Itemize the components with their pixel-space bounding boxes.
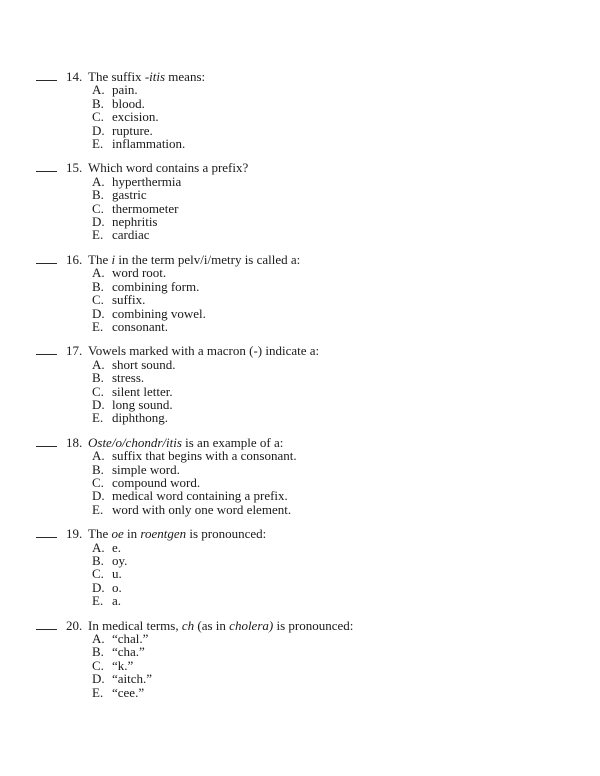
option-list xyxy=(92,83,560,150)
question-text: The i in the term pelv/i/metry is called a: xyxy=(88,251,301,267)
question-number: 17. xyxy=(66,343,83,359)
option-item xyxy=(92,541,560,554)
option-letter: E. xyxy=(92,227,104,243)
option-text: silent letter. xyxy=(112,383,173,399)
question-text: Which word contains a prefix? xyxy=(88,160,249,176)
answer-blank xyxy=(36,70,57,81)
question-list xyxy=(36,70,560,699)
option-letter: C. xyxy=(92,383,104,399)
answer-blank xyxy=(36,253,57,264)
option-text: combining vowel. xyxy=(112,305,206,321)
option-text: hyperthermia xyxy=(112,173,182,189)
question-text: In medical terms, ch (as in cholera) is pronounced: xyxy=(88,617,354,633)
question-header xyxy=(36,619,560,632)
option-item xyxy=(92,672,560,685)
question-text: The suffix -itis means: xyxy=(88,69,206,84)
option-letter: E. xyxy=(92,410,104,426)
option-text: word with only one word element. xyxy=(112,501,292,517)
option-letter: E. xyxy=(92,501,104,517)
option-item xyxy=(92,110,560,123)
question-item xyxy=(36,70,560,150)
question-header xyxy=(36,436,560,449)
option-letter: D. xyxy=(92,671,105,687)
option-list xyxy=(92,358,560,425)
option-letter: B. xyxy=(92,278,104,294)
question-item xyxy=(36,436,560,516)
answer-blank xyxy=(36,161,57,172)
option-letter: D. xyxy=(92,122,105,138)
option-list xyxy=(92,175,560,242)
option-text: nephritis xyxy=(112,214,158,230)
option-text: compound word. xyxy=(112,474,201,490)
option-item xyxy=(92,594,560,607)
option-text: inflammation. xyxy=(112,136,186,152)
option-text: stress. xyxy=(112,370,145,386)
option-text: pain. xyxy=(112,82,138,98)
option-text: suffix that begins with a consonant. xyxy=(112,448,297,464)
option-letter: B. xyxy=(92,187,104,203)
option-letter: A. xyxy=(92,173,105,189)
option-item xyxy=(92,320,560,333)
option-text: medical word containing a prefix. xyxy=(112,488,288,504)
option-letter: C. xyxy=(92,200,104,216)
question-item xyxy=(36,161,560,241)
option-letter: C. xyxy=(92,657,104,673)
option-item xyxy=(92,489,560,502)
option-letter: C. xyxy=(92,109,104,125)
question-header xyxy=(36,253,560,266)
option-item xyxy=(92,632,560,645)
option-letter: B. xyxy=(92,644,104,660)
option-text: o. xyxy=(112,579,122,595)
option-item xyxy=(92,476,560,489)
option-item xyxy=(92,97,560,110)
option-letter: B. xyxy=(92,370,104,386)
option-text: “k.” xyxy=(112,657,134,673)
option-letter: A. xyxy=(92,82,105,98)
option-item xyxy=(92,463,560,476)
answer-blank xyxy=(36,527,57,538)
option-item xyxy=(92,411,560,424)
question-item xyxy=(36,253,560,333)
option-item xyxy=(92,581,560,594)
option-item xyxy=(92,686,560,699)
option-item xyxy=(92,358,560,371)
option-item xyxy=(92,215,560,228)
option-letter: B. xyxy=(92,95,104,111)
option-text: e. xyxy=(112,539,122,555)
option-letter: A. xyxy=(92,631,105,647)
question-number: 14. xyxy=(66,69,83,84)
option-list xyxy=(92,632,560,699)
option-text: excision. xyxy=(112,109,159,125)
option-list xyxy=(92,449,560,516)
option-item xyxy=(92,137,560,150)
question-number: 15. xyxy=(66,160,83,176)
option-text: cardiac xyxy=(112,227,150,243)
option-letter: D. xyxy=(92,579,105,595)
answer-blank xyxy=(36,344,57,355)
option-text: “cee.” xyxy=(112,684,145,700)
question-header xyxy=(36,344,560,357)
option-letter: A. xyxy=(92,448,105,464)
option-letter: D. xyxy=(92,214,105,230)
question-number: 19. xyxy=(66,526,83,542)
option-item xyxy=(92,385,560,398)
option-item xyxy=(92,659,560,672)
option-text: blood. xyxy=(112,95,145,111)
question-text: Oste/o/chondr/itis is an example of a: xyxy=(88,434,284,450)
option-item xyxy=(92,202,560,215)
option-text: “aitch.” xyxy=(112,671,153,687)
option-letter: C. xyxy=(92,474,104,490)
option-item xyxy=(92,307,560,320)
option-text: suffix. xyxy=(112,292,146,308)
option-letter: E. xyxy=(92,136,104,152)
option-text: a. xyxy=(112,593,122,609)
option-letter: A. xyxy=(92,265,105,281)
option-item xyxy=(92,645,560,658)
option-letter: C. xyxy=(92,566,104,582)
question-header xyxy=(36,527,560,540)
option-item xyxy=(92,503,560,516)
option-item xyxy=(92,371,560,384)
option-list xyxy=(92,541,560,608)
option-text: “chal.” xyxy=(112,631,149,647)
option-text: thermometer xyxy=(112,200,179,216)
option-text: u. xyxy=(112,566,122,582)
option-text: long sound. xyxy=(112,396,173,412)
option-item xyxy=(92,293,560,306)
option-text: simple word. xyxy=(112,461,180,477)
option-letter: A. xyxy=(92,356,105,372)
option-item xyxy=(92,554,560,567)
option-text: oy. xyxy=(112,553,128,568)
option-letter: B. xyxy=(92,461,104,477)
option-item xyxy=(92,266,560,279)
question-header xyxy=(36,161,560,174)
option-item xyxy=(92,567,560,580)
option-letter: A. xyxy=(92,539,105,555)
option-text: rupture. xyxy=(112,122,153,138)
question-text: Vowels marked with a macron (-) indicate a: xyxy=(88,343,320,359)
option-item xyxy=(92,280,560,293)
option-item xyxy=(92,398,560,411)
question-header xyxy=(36,70,560,83)
option-item xyxy=(92,228,560,241)
question-number: 18. xyxy=(66,434,83,450)
option-item xyxy=(92,175,560,188)
option-text: gastric xyxy=(112,187,147,203)
question-item xyxy=(36,619,560,699)
option-text: combining form. xyxy=(112,278,200,294)
option-item xyxy=(92,188,560,201)
option-item xyxy=(92,449,560,462)
question-item xyxy=(36,344,560,424)
question-number: 20. xyxy=(66,617,83,633)
option-letter: E. xyxy=(92,593,104,609)
question-text: The oe in roentgen is pronounced: xyxy=(88,526,267,542)
option-item xyxy=(92,83,560,96)
option-text: diphthong. xyxy=(112,410,168,426)
question-number: 16. xyxy=(66,251,83,267)
option-letter: E. xyxy=(92,318,104,334)
option-letter: E. xyxy=(92,684,104,700)
answer-blank xyxy=(36,436,57,447)
option-letter: C. xyxy=(92,292,104,308)
option-letter: B. xyxy=(92,553,104,568)
option-text: word root. xyxy=(112,265,167,281)
option-item xyxy=(92,124,560,137)
option-text: consonant. xyxy=(112,318,168,334)
answer-blank xyxy=(36,619,57,630)
option-text: short sound. xyxy=(112,356,176,372)
question-item xyxy=(36,527,560,607)
option-letter: D. xyxy=(92,396,105,412)
option-list xyxy=(92,266,560,333)
option-text: “cha.” xyxy=(112,644,145,660)
option-letter: D. xyxy=(92,488,105,504)
option-letter: D. xyxy=(92,305,105,321)
